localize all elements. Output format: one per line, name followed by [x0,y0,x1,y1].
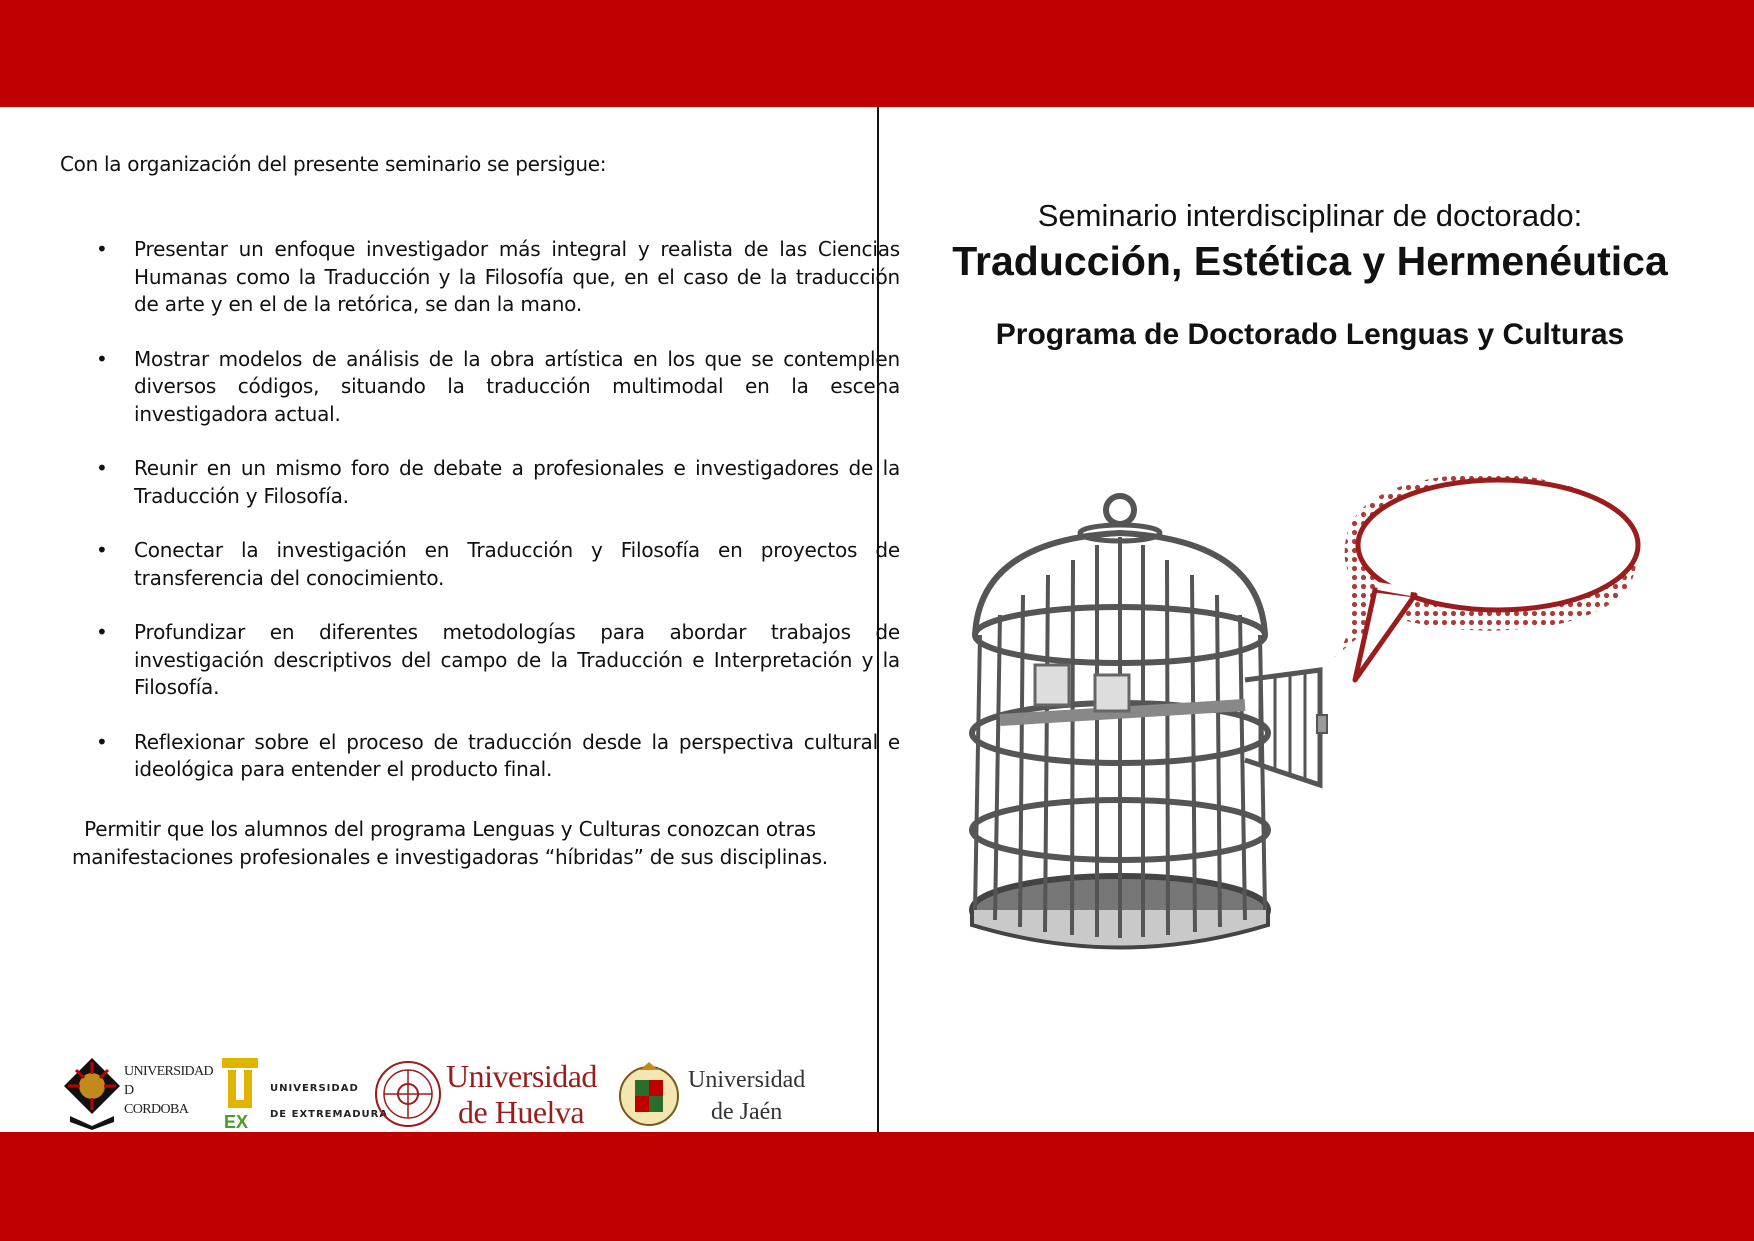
seminar-title: Traducción, Estética y Hermenéutica [952,238,1668,284]
objective-item: • Profundizar en diferentes metodologías para abordar trabajos de investigación descriptivos del campo de la Traducción e Interpretación y la Filosofía. [134,619,900,702]
bottom-red-band [0,1132,1754,1241]
cage-illustration [945,465,1685,985]
intro-text: Con la organización del presente seminario se persigue: [60,152,607,176]
jaen-text-2: de Jaén [711,1099,783,1125]
objective-item: • Reunir en un mismo foro de debate a profesionales e investigadores de la Traducción y Filosofía. [134,455,900,510]
closing-text: Permitir que los alumnos del programa Lenguas y Culturas conozcan otras manifestaciones profesionales e investigadoras “híbridas” de sus disciplinas. [72,817,828,869]
objective-item: • Reflexionar sobre el proceso de traducción desde la perspectiva cultural e ideológica para entender el producto final. [134,729,900,784]
objective-item: • Mostrar modelos de análisis de la obra artística en los que se contemplen diversos códigos, situando la traducción multimodal en la escena investigadora actual. [134,346,900,429]
university-logos [62,1056,812,1134]
huelva-text-2: de Huelva [458,1094,585,1130]
cordoba-text-2: D [124,1083,134,1098]
extremadura-ex-text: EX [224,1112,249,1130]
cordoba-text-1: UNIVERSIDAD [124,1064,214,1079]
program-name: Programa de Doctorado Lenguas y Culturas [995,318,1625,351]
birdcage-icon [972,496,1327,948]
huelva-seal-icon [374,1056,442,1130]
objective-item: • Presentar un enfoque investigador más integral y realista de las Ciencias Humanas como la Traducción y la Filosofía que, en el caso de la traducción de arte y en el de la retórica, se dan la mano. [134,236,900,319]
jaen-logo [618,1056,818,1134]
extremadura-text-2: DE EXTREMADURA [270,1109,389,1120]
objective-item: • Conectar la investigación en Traducción y Filosofía en proyectos de transferencia del conocimiento. [134,537,900,592]
cordoba-crest-icon [62,1056,122,1130]
huelva-text-1: Universidad [446,1058,597,1094]
seminar-subtitle: Seminario interdisciplinar de doctorado: [1037,198,1583,233]
cordoba-text-3: CORDOBA [124,1102,189,1117]
cordoba-logo [62,1056,212,1134]
extremadura-mark-icon [220,1056,260,1130]
huelva-logo [374,1056,604,1134]
jaen-crest-icon [618,1056,680,1130]
top-red-band [0,0,1754,107]
speech-bubble-icon [1325,474,1638,680]
extremadura-text-1: UNIVERSIDAD [270,1083,359,1094]
jaen-text-1: Universidad [688,1067,806,1093]
objectives-list [74,236,900,811]
